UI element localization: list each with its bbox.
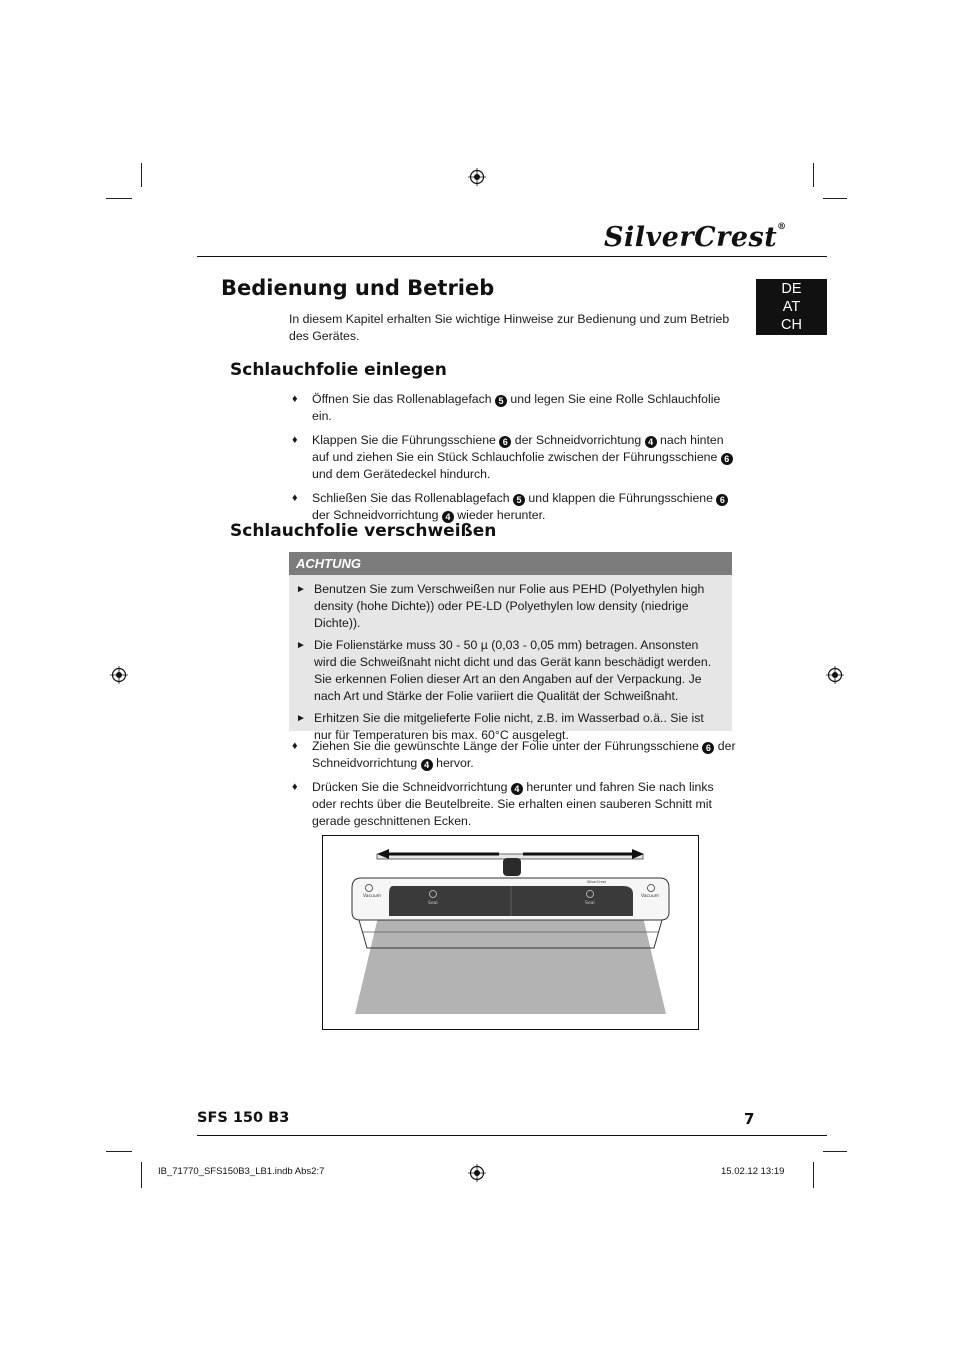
step-text: und dem Gerätedeckel hindurch. (312, 467, 491, 481)
bullet-diamond-icon: ♦ (292, 393, 298, 405)
print-slug-file: IB_71770_SFS150B3_LB1.indb Abs2:7 (158, 1166, 325, 1177)
vacuum-left-label: Vacuum (363, 894, 382, 899)
device-illustration (322, 835, 699, 1030)
crop-mark (813, 163, 814, 187)
step-text: der Schneidvorrichtung (312, 739, 736, 770)
intro-paragraph: In diesem Kapitel erhalten Sie wichtige Hinweise zur Bedienung und zum Betrieb des Gerätes. (289, 312, 730, 343)
bullet-arrow-icon: ► (296, 640, 306, 651)
step-text: der Schneidvorrichtung (312, 508, 442, 522)
step-text: hervor. (432, 756, 474, 770)
crop-mark (823, 198, 847, 199)
vacuum-sealer-drawing (323, 836, 698, 1029)
print-slug-date: 15.02.12 13:19 (721, 1166, 785, 1177)
step-text: nach hinten auf und ziehen Sie ein Stück Schlauchfolie zwischen der Führungsschiene (312, 433, 724, 464)
step-text: Klappen Sie die Führungsschiene (312, 433, 500, 447)
device-brand-label: SilverCrest (587, 880, 606, 884)
part-number-badge: 4 (442, 511, 454, 523)
warning-text: Benutzen Sie zum Verschweißen nur Folie aus PEHD (Polyethylen high density (hohe Dichte)) oder PE-LD (Polyethylen low density (niedrige Dichte)). (314, 582, 705, 630)
part-number-badge: 6 (499, 436, 511, 448)
section-heading-insert: Schlauchfolie einlegen (230, 360, 447, 380)
page-number: 7 (744, 1110, 755, 1128)
warning-label: ACHTUNG (289, 552, 732, 575)
step-text: der Schneidvorrichtung (511, 433, 645, 447)
list-item (292, 391, 737, 425)
part-number-badge: 6 (721, 453, 733, 465)
registration-mark-icon (826, 666, 844, 684)
part-number-badge: 6 (716, 494, 728, 506)
list-item (292, 432, 737, 483)
crop-mark (141, 163, 142, 187)
bullet-arrow-icon: ► (296, 584, 306, 595)
bullet-diamond-icon: ♦ (292, 740, 298, 752)
warning-text: Die Folienstärke muss 30 - 50 µ (0,03 - 0,05 mm) betragen. Ansonsten wird die Schweißnaht nicht dicht und das Gerät kann beschädigt werden. Sie erkennen Folien dieser Art an den Angaben auf der Verpackung. Je nach Art und Stärke der Folie variiert die Qualität der Schweißnaht. (314, 638, 712, 703)
seal-right-label: Seal (585, 901, 595, 906)
step-text: Ziehen Sie die gewünschte Länge der Folie unter der Führungsschiene (312, 739, 703, 753)
crop-mark (141, 1162, 142, 1188)
part-number-badge: 5 (495, 395, 507, 407)
step-text: Schließen Sie das Rollenablagefach (312, 491, 513, 505)
brand-logo: SilverCrest® (604, 222, 787, 253)
crop-mark (106, 1151, 132, 1152)
vacuum-right-label: Vacuum (641, 894, 660, 899)
part-number-badge: 4 (645, 436, 657, 448)
step-text: Öffnen Sie das Rollenablagefach (312, 392, 495, 406)
step-text: und legen Sie eine Rolle Schlauchfolie ein. (312, 392, 721, 423)
header-rule (197, 256, 827, 257)
step-text: und klappen die Führungsschiene (524, 491, 717, 505)
model-number: SFS 150 B3 (197, 1110, 290, 1126)
language-ch: CH (781, 317, 802, 333)
weld-steps-list (292, 738, 737, 837)
registration-mark-icon (468, 168, 486, 186)
warning-items (289, 575, 732, 744)
cutter-slider (503, 858, 521, 876)
warning-text: Erhitzen Sie die mitgelieferte Folie nicht, z.B. im Wasserbad o.ä.. Sie ist nur für Temperaturen bis max. 60°C ausgelegt. (314, 711, 704, 742)
insert-steps-list (292, 391, 737, 531)
part-number-badge: 6 (702, 742, 714, 754)
step-text: herunter und fahren Sie nach links oder rechts über die Beutelbreite. Sie erhalten einen sauberen Schnitt mit gerade geschnittenen Ecken. (312, 780, 714, 828)
page-title: Bedienung und Betrieb (221, 276, 495, 300)
registration-mark-icon (110, 666, 128, 684)
list-item (292, 779, 737, 830)
bullet-diamond-icon: ♦ (292, 492, 298, 504)
step-text: wieder herunter. (453, 508, 546, 522)
crop-mark (106, 198, 132, 199)
step-text: Drücken Sie die Schneidvorrichtung (312, 780, 511, 794)
warning-box (289, 552, 732, 742)
seal-left-label: Seal (428, 901, 438, 906)
language-de: DE (781, 281, 802, 297)
part-number-badge: 5 (513, 494, 525, 506)
part-number-badge: 4 (421, 759, 433, 771)
registration-mark-icon (468, 1164, 486, 1182)
bullet-diamond-icon: ♦ (292, 434, 298, 446)
list-item (292, 490, 737, 524)
bullet-arrow-icon: ► (296, 713, 306, 724)
section-heading-weld: Schlauchfolie verschweißen (230, 521, 497, 541)
footer-rule (197, 1135, 827, 1136)
warning-item (295, 581, 724, 632)
warning-item (295, 637, 724, 705)
list-item (292, 738, 737, 772)
language-at: AT (782, 299, 801, 315)
language-tab (756, 279, 827, 335)
crop-mark (813, 1162, 814, 1188)
part-number-badge: 4 (511, 783, 523, 795)
crop-mark (823, 1151, 847, 1152)
bullet-diamond-icon: ♦ (292, 781, 298, 793)
